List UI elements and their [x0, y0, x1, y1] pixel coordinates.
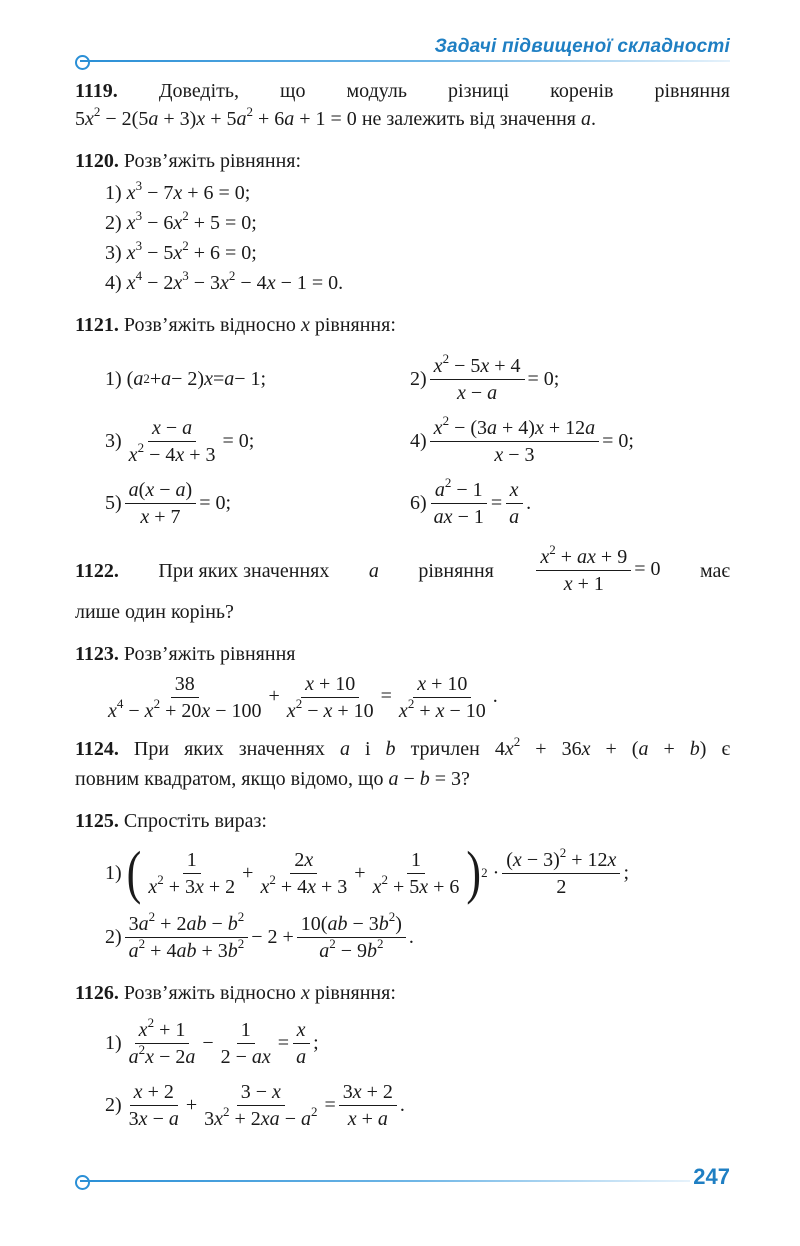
problem-1120 — [75, 146, 730, 298]
problem-text: Доведіть, що модуль різниці коренів рівняння — [158, 80, 731, 102]
problem-text-2: рівняння — [418, 559, 494, 582]
page-number: 247 — [693, 1164, 730, 1189]
problem-text-2: і — [364, 738, 371, 760]
problem-text: Розв’яжіть рівняння — [123, 643, 296, 665]
equation-item: 1) ( a 2 + a − 2) x = a − 1; — [105, 368, 267, 390]
problem-1119: 1119. Доведіть, що модуль різниці коренів рівняння $5x^2 - 2(5a + 3)x + 5a^2 + 6a + 1 = 0$ не залежить від значення a. — [75, 80, 731, 130]
equation-item: 4) $x^4 - 2x^3 - 3x^2 - 4x - 1 = 0$. — [105, 268, 344, 294]
problem-1121: 1121. Розв’яжіть відносно x рівняння: 1) ( a 2 + a − 2) x = a − 1; 2) $x^2 - 5x + 4$ x − a = 0; 3) x − a $x^2 - 4x + 3$ = 0; 4) $x^2 - (3a + 4)x + 12a$ x − 3 = 0; 5) a(x − a) x + 7 = 0; 6) $a^2 - 1$ ax − 1 = x a . — [75, 310, 730, 534]
problem-number: 1119. — [75, 80, 118, 102]
equation-item: 3) x − a $x^2 - 4x + 3$ = 0; — [105, 416, 255, 466]
problem-1124: 1124. При яких значеннях a і b тричлен $4x^2 + 36x + (a + b)$ є повним квадратом, якщо відомо, що a − b = 3? — [75, 734, 731, 790]
problem-number: 1123. — [75, 643, 119, 665]
equation-item: 5) a(x − a) x + 7 = 0; — [105, 478, 232, 528]
problem-number: 1122. — [75, 559, 119, 582]
footer-rule — [80, 1180, 690, 1182]
problem-number: 1126. — [75, 982, 119, 1004]
equation-item: 2) $x^3 - 6x^2 + 5 = 0$; — [105, 208, 257, 234]
problem-text: Розв’яжіть відносно — [123, 982, 296, 1004]
page-content — [75, 72, 730, 1136]
equation-item: 3) $x^3 - 5x^2 + 6 = 0$; — [105, 238, 257, 264]
footer-circle-icon — [75, 1175, 90, 1190]
problem-1125 — [75, 806, 730, 968]
problem-text-2: рівняння: — [314, 982, 396, 1004]
header-rule — [80, 60, 730, 62]
problem-number: 1120. — [75, 150, 119, 172]
problem-number: 1125. — [75, 810, 119, 832]
problem-text-4: лише один корінь? — [75, 601, 234, 623]
equation-item: 6) $a^2 - 1$ ax − 1 = x a . — [410, 474, 532, 528]
header-circle-icon — [75, 55, 90, 70]
expression-item: 2) $3a^2 + 2ab - b^2$ $a^2 + 4ab + 3b^2$ − 2 + $10(ab - 3b^2)$ $a^2 - 9b^2$ . — [105, 908, 414, 962]
equation: $\frac{38}{x^4 - x^2 + 20x - 100}$ + $\frac{x + 10}{x^2 - x + 10}$ = $\frac{x + 10}{x^2 + x - 10}$ . — [108, 673, 498, 722]
equation-item: 2) x + 2 3x − a + 3 − x $3x^2 + 2xa - a^2$ = 3x + 2 x + a . — [105, 1080, 405, 1130]
equation-item: 1) $x^3 - 7x + 6 = 0$; — [105, 178, 251, 204]
problem-number: 1121. — [75, 314, 119, 336]
problem-text-3: має — [699, 559, 730, 582]
problem-1126: 1126. Розв’яжіть відносно x рівняння: 1) $x^2 + 1$ $a^2x - 2a$ − 1 2 − ax = x a ; 2) x + 2 3x − a + 3 − x $3x^2 + 2xa - a^2$ = 3x + 2 x + a . — [75, 978, 730, 1136]
section-title: Задачі підвищеної складності — [434, 36, 730, 57]
problem-text-5: повним квадратом, якщо відомо, що — [75, 768, 384, 790]
problem-text: Спростіть вираз: — [123, 810, 267, 832]
problem-text-tail: не залежить від значення — [361, 108, 576, 130]
problem-text-4: є — [721, 738, 731, 760]
problem-1122: 1122. При яких значеннях a рівняння $\frac{x^2 + ax + 9}{x + 1}$ = 0 має лише один корінь? — [75, 544, 730, 627]
equation-item: 2) $x^2 - 5x + 4$ x − a = 0; — [410, 350, 560, 404]
problem-text-2: рівняння: — [314, 314, 396, 336]
problem-text-3: тричлен — [410, 738, 480, 760]
problem-text: Розв’яжіть рівняння: — [123, 150, 302, 172]
problem-text: При яких значеннях — [158, 559, 330, 582]
problem-1123 — [75, 639, 730, 724]
problem-number: 1124. — [75, 738, 119, 760]
equation-item: 4) $x^2 - (3a + 4)x + 12a$ x − 3 = 0; — [410, 412, 634, 466]
equation-item: 1) $x^2 + 1$ $a^2x - 2a$ − 1 2 − ax = x a ; — [105, 1014, 319, 1068]
expression-item: 1) ( 1 $x^2 + 3x + 2$ + 2x $x^2 + 4x + 3$ + 1 $x^2 + 5x + 6$ ) 2 · $(x - 3)^2 + 12x$ 2 ; — [105, 839, 629, 906]
problem-text: При яких значеннях — [133, 738, 325, 760]
problem-text: Розв’яжіть відносно — [123, 314, 296, 336]
